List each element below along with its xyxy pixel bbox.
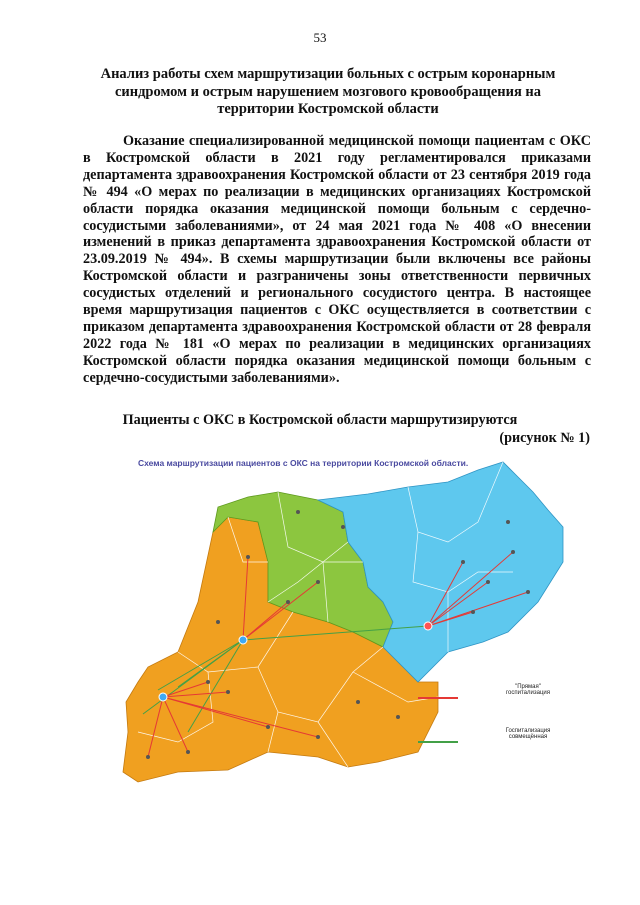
hub-marker-center	[239, 636, 247, 644]
figure-caption: Пациенты с ОКС в Костромской области маршрутизируются	[122, 412, 518, 428]
legend-label-combined: Госпитализация совмещённая	[505, 728, 551, 740]
page-number: 53	[313, 30, 327, 45]
map-title: Схема маршрутизации пациентов с ОКС на территории Костромской области.	[138, 458, 469, 468]
body-paragraph: Оказание специализированной медицинской помощи пациентам с ОКС в Костромской области в 2021 году регламентировался приказами департамента здравоохранения Костромской области от 23 сентября 2019 года № 494 «О мерах по реализации в медицинских организациях Костромской области порядка оказания медицинской помощи больным с сердечно-сосудистыми заболеваниями», от 24 мая 2021 года № 408 «О внесении изменений в приказ департамента здравоохранения Костромской области от 23.09.2019 № 494». В схемы маршрутизации были включены все районы Костромской области и разграничены зоны ответственности первичных сосудистых отделений и регионального сосудистого центра. В настоящее время маршрутизация пациентов с ОКС осуществляется в соответствии с приказом департамента здравоохранения Костромской области от 28 февраля 2022 года № 181 «О мерах по реализации в медицинских организациях Костромской области порядка оказания медицинской помощи больным с сердечно-сосудистыми заболеваниями».	[83, 133, 591, 386]
routing-map-figure	[118, 452, 590, 790]
hub-marker-west	[159, 693, 167, 701]
legend-label-direct: "Прямая" госпитализация	[506, 684, 550, 696]
figure-reference: (рисунок № 1)	[499, 430, 590, 446]
document-title: Анализ работы схем маршрутизации больных с острым коронарным синдромом и острым нарушением мозгового кровообращения на территории Костромской области	[100, 66, 556, 117]
hub-marker-east	[424, 622, 432, 630]
